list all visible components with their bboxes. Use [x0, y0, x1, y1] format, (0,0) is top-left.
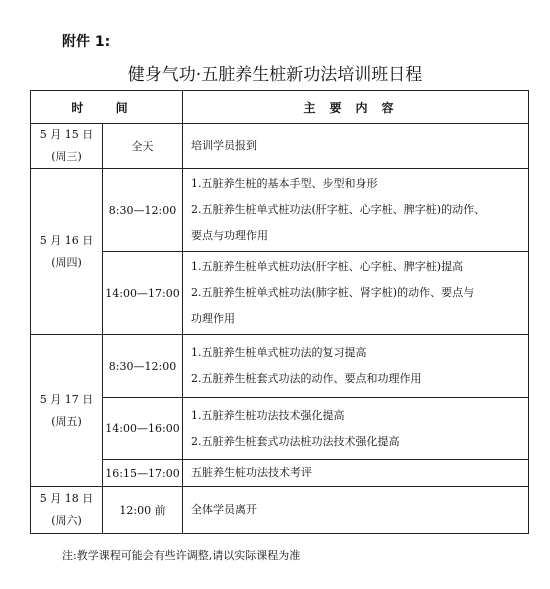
- content-line: 全体学员离开: [191, 503, 257, 516]
- content-line: 2.五脏养生桩单式桩功法(肝字桩、心字桩、脾字桩)的动作、: [191, 203, 486, 216]
- content-line: 培训学员报到: [191, 139, 257, 152]
- time-cell: 8:30—12:00: [103, 335, 183, 398]
- header-time: 时 间: [31, 91, 183, 124]
- schedule-table: [30, 90, 529, 534]
- content-line: 1.五脏养生桩的基本手型、步型和身形: [191, 177, 378, 190]
- date-text: 5 月 15 日: [39, 128, 94, 141]
- content-cell: [183, 460, 529, 487]
- table-row: [31, 252, 529, 335]
- table-row: [31, 487, 529, 534]
- content-line: 1.五脏养生桩功法技术强化提高: [191, 408, 345, 422]
- date-cell: [31, 335, 103, 487]
- weekday-text: (周四): [51, 255, 82, 269]
- footnote: 注:教学课程可能会有些许调整,请以实际课程为准: [62, 549, 301, 562]
- table-row: [31, 335, 529, 398]
- content-line: 2.五脏养生桩单式桩功法(肺字桩、肾字桩)的动作、要点与: [191, 286, 475, 299]
- weekday-text: (周五): [51, 414, 82, 428]
- content-line: 功理作用: [191, 312, 235, 325]
- weekday-text: (周三): [51, 150, 82, 163]
- content-cell: [183, 335, 529, 398]
- page-title: 健身气功·五脏养生桩新功法培训班日程: [127, 65, 423, 85]
- content-line: 要点与功理作用: [191, 229, 268, 242]
- table-row: [31, 398, 529, 460]
- date-cell: [31, 124, 103, 169]
- header-content: 主要内容: [183, 91, 529, 124]
- time-cell: 14:00—16:00: [103, 398, 183, 460]
- time-cell: 12:00 前: [103, 487, 183, 534]
- table-row: [31, 460, 529, 487]
- date-cell: [31, 169, 103, 335]
- table-row: [31, 124, 529, 169]
- content-line: 2.五脏养生桩套式功法的动作、要点和功理作用: [191, 372, 422, 385]
- table-row: [31, 169, 529, 252]
- weekday-text: (周六): [51, 514, 82, 527]
- content-cell: [183, 398, 529, 460]
- date-cell: [31, 487, 103, 534]
- time-cell: 全天: [103, 124, 183, 169]
- content-cell: [183, 487, 529, 534]
- time-cell: 14:00—17:00: [103, 252, 183, 335]
- content-cell: [183, 169, 529, 252]
- content-cell: [183, 124, 529, 169]
- content-line: 1.五脏养生桩单式桩功法的复习提高: [191, 346, 367, 359]
- content-line: 五脏养生桩功法技术考评: [191, 466, 312, 479]
- date-text: 5 月 17 日: [39, 392, 94, 406]
- date-text: 5 月 18 日: [39, 492, 94, 505]
- date-text: 5 月 16 日: [39, 233, 94, 247]
- time-cell: 16:15—17:00: [103, 460, 183, 487]
- content-line: 2.五脏养生桩套式功法桩功法技术强化提高: [191, 434, 400, 448]
- content-line: 1.五脏养生桩单式桩功法(肝字桩、心字桩、脾字桩)提高: [191, 260, 464, 273]
- attachment-label: 附件 1:: [62, 34, 111, 50]
- table-header-row: [31, 91, 529, 124]
- time-cell: 8:30—12:00: [103, 169, 183, 252]
- content-cell: [183, 252, 529, 335]
